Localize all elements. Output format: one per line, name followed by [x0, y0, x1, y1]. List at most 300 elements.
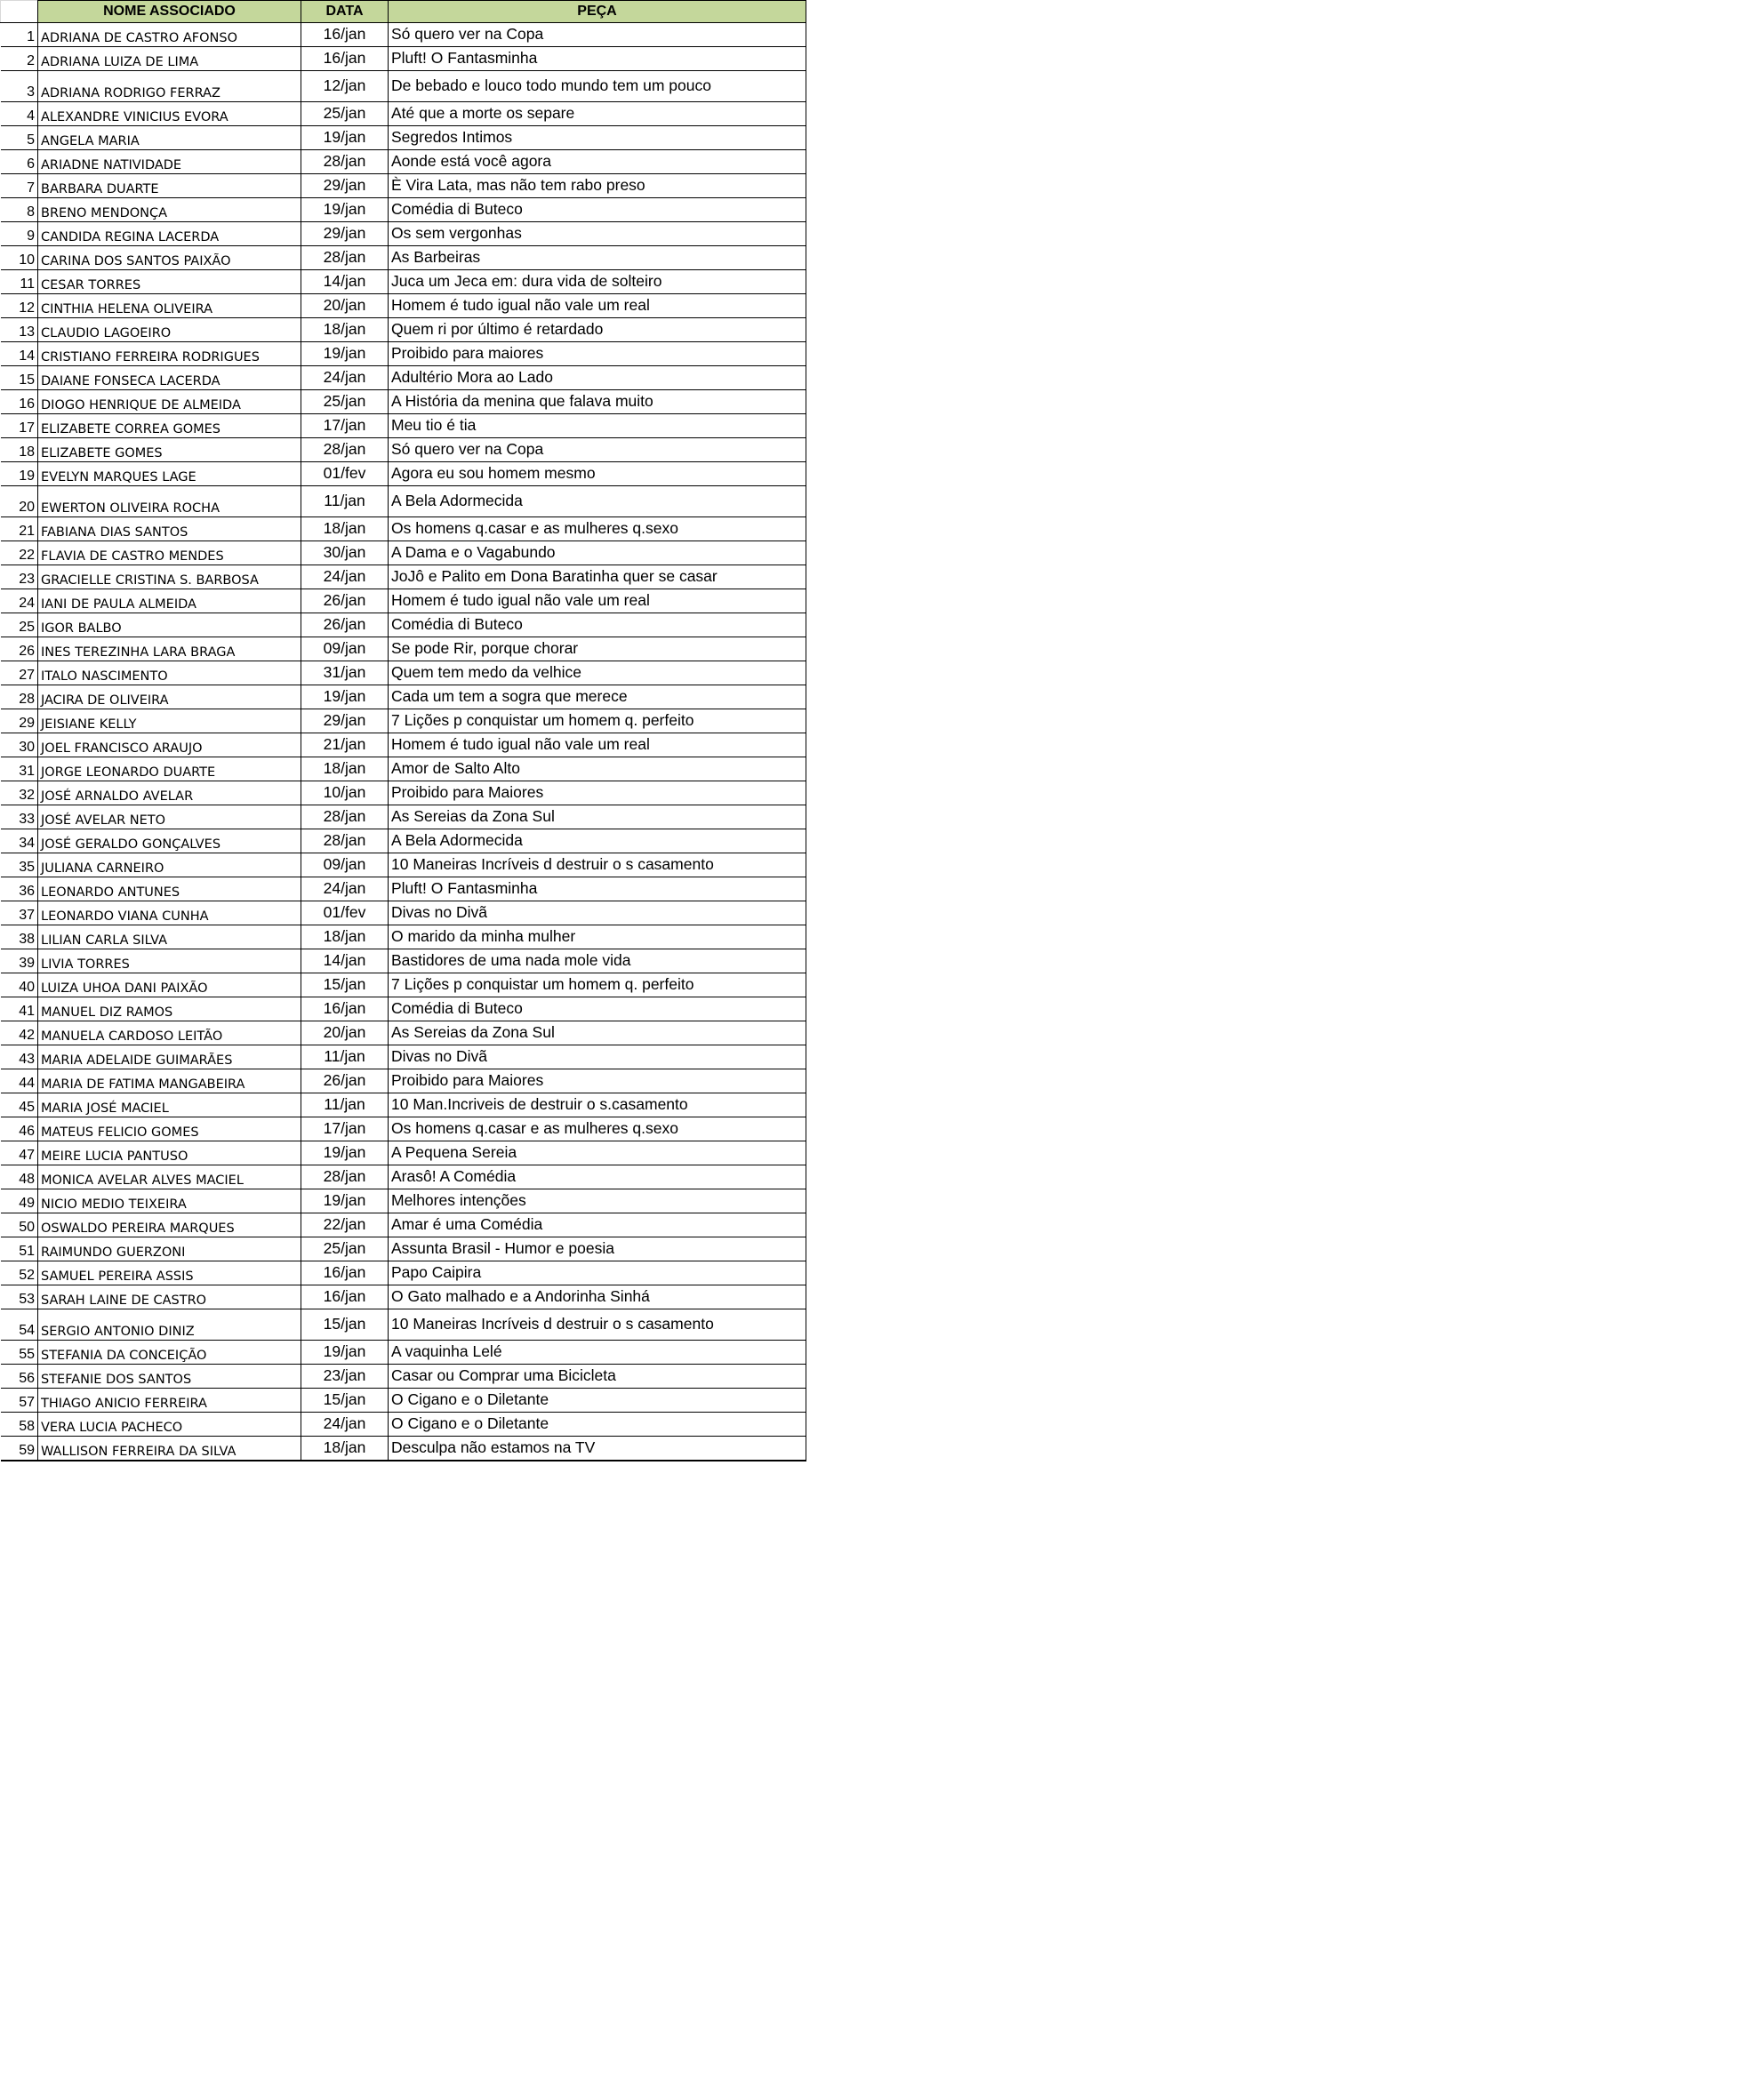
data-cell[interactable]: 11/jan	[301, 486, 389, 517]
nome-associado-cell[interactable]: MARIA ADELAIDE GUIMARÃES	[38, 1045, 301, 1069]
table-row	[1, 1237, 806, 1261]
peca-cell[interactable]: Divas no Divã	[389, 1045, 806, 1069]
data-cell[interactable]: 26/jan	[301, 589, 389, 613]
table-row	[1, 877, 806, 901]
peca-cell[interactable]: O Gato malhado e a Andorinha Sinhá	[389, 1285, 806, 1309]
nome-associado-cell[interactable]: LEONARDO VIANA CUNHA	[38, 901, 301, 925]
table-row	[1, 462, 806, 486]
data-cell[interactable]: 16/jan	[301, 23, 389, 47]
row-number-cell[interactable]: 31	[1, 757, 38, 781]
row-number-cell[interactable]: 22	[1, 541, 38, 565]
nome-associado-cell[interactable]: JOEL FRANCISCO ARAUJO	[38, 733, 301, 757]
nome-associado-cell[interactable]: THIAGO ANICIO FERREIRA	[38, 1389, 301, 1413]
table-row	[1, 390, 806, 414]
table-row	[1, 829, 806, 853]
peca-cell[interactable]: A vaquinha Lelé	[389, 1341, 806, 1365]
data-cell[interactable]: 15/jan	[301, 973, 389, 997]
table-row	[1, 541, 806, 565]
nome-associado-cell[interactable]: ELIZABETE GOMES	[38, 438, 301, 462]
nome-associado-cell[interactable]: MARIA DE FATIMA MANGABEIRA	[38, 1069, 301, 1093]
nome-associado-cell[interactable]: CANDIDA REGINA LACERDA	[38, 222, 301, 246]
row-number-cell[interactable]: 23	[1, 565, 38, 589]
row-number-cell[interactable]: 17	[1, 414, 38, 438]
table-row	[1, 1413, 806, 1437]
peca-cell[interactable]: Até que a morte os separe	[389, 102, 806, 126]
data-cell[interactable]: 16/jan	[301, 997, 389, 1021]
table-row	[1, 901, 806, 925]
table-row	[1, 23, 806, 47]
table-row	[1, 414, 806, 438]
nome-associado-cell[interactable]: JOSÉ GERALDO GONÇALVES	[38, 829, 301, 853]
nome-associado-cell[interactable]: CLAUDIO LAGOEIRO	[38, 318, 301, 342]
table-row	[1, 733, 806, 757]
row-number-cell[interactable]: 5	[1, 126, 38, 150]
peca-cell[interactable]: Os sem vergonhas	[389, 222, 806, 246]
data-cell[interactable]: 20/jan	[301, 294, 389, 318]
spreadsheet-table	[0, 0, 806, 1461]
row-number-cell[interactable]: 51	[1, 1237, 38, 1261]
peca-cell[interactable]: 10 Man.Incriveis de destruir o s.casamento	[389, 1093, 806, 1117]
nome-associado-cell[interactable]: MARIA JOSÉ MACIEL	[38, 1093, 301, 1117]
data-cell[interactable]: 29/jan	[301, 709, 389, 733]
data-cell[interactable]: 15/jan	[301, 1389, 389, 1413]
data-cell[interactable]: 24/jan	[301, 877, 389, 901]
table-row	[1, 973, 806, 997]
nome-associado-cell[interactable]: LILIAN CARLA SILVA	[38, 925, 301, 949]
row-number-cell[interactable]: 15	[1, 366, 38, 390]
data-cell[interactable]: 19/jan	[301, 1189, 389, 1213]
table-row	[1, 1021, 806, 1045]
table-row	[1, 246, 806, 270]
table-row	[1, 565, 806, 589]
peca-cell[interactable]: 10 Maneiras Incríveis d destruir o s casamento	[389, 853, 806, 877]
nome-associado-cell[interactable]: ADRIANA DE CASTRO AFONSO	[38, 23, 301, 47]
row-number-cell[interactable]: 41	[1, 997, 38, 1021]
nome-associado-cell[interactable]: MANUELA CARDOSO LEITÃO	[38, 1021, 301, 1045]
data-cell[interactable]: 28/jan	[301, 829, 389, 853]
peca-cell[interactable]: Quem tem medo da velhice	[389, 661, 806, 685]
peca-cell[interactable]: È Vira Lata, mas não tem rabo preso	[389, 174, 806, 198]
peca-cell[interactable]: As Sereias da Zona Sul	[389, 1021, 806, 1045]
table-body	[1, 23, 806, 1461]
peca-cell[interactable]: 10 Maneiras Incríveis d destruir o s casamento	[389, 1309, 806, 1341]
nome-associado-cell[interactable]: MEIRE LUCIA PANTUSO	[38, 1141, 301, 1165]
peca-cell[interactable]: Os homens q.casar e as mulheres q.sexo	[389, 517, 806, 541]
data-cell[interactable]: 17/jan	[301, 1117, 389, 1141]
peca-cell[interactable]: Proibido para maiores	[389, 342, 806, 366]
row-number-cell[interactable]: 36	[1, 877, 38, 901]
data-cell[interactable]: 10/jan	[301, 781, 389, 805]
nome-associado-cell[interactable]: CRISTIANO FERREIRA RODRIGUES	[38, 342, 301, 366]
table-row	[1, 342, 806, 366]
peca-cell[interactable]: Pluft! O Fantasminha	[389, 47, 806, 71]
table-row	[1, 294, 806, 318]
table-row	[1, 150, 806, 174]
table-row	[1, 637, 806, 661]
row-number-cell[interactable]: 55	[1, 1341, 38, 1365]
data-cell[interactable]: 23/jan	[301, 1365, 389, 1389]
nome-associado-cell[interactable]: JOSÉ ARNALDO AVELAR	[38, 781, 301, 805]
data-cell[interactable]: 01/fev	[301, 462, 389, 486]
data-cell[interactable]: 19/jan	[301, 198, 389, 222]
peca-cell[interactable]: Só quero ver na Copa	[389, 23, 806, 47]
nome-associado-cell[interactable]: WALLISON FERREIRA DA SILVA	[38, 1437, 301, 1461]
peca-cell[interactable]: Bastidores de uma nada mole vida	[389, 949, 806, 973]
row-number-cell[interactable]: 42	[1, 1021, 38, 1045]
nome-associado-cell[interactable]: FABIANA DIAS SANTOS	[38, 517, 301, 541]
data-cell[interactable]: 17/jan	[301, 414, 389, 438]
table-row	[1, 47, 806, 71]
peca-cell[interactable]: A História da menina que falava muito	[389, 390, 806, 414]
peca-cell[interactable]: A Bela Adormecida	[389, 829, 806, 853]
data-cell[interactable]: 18/jan	[301, 1437, 389, 1461]
peca-cell[interactable]: 7 Lições p conquistar um homem q. perfeito	[389, 973, 806, 997]
table-row	[1, 709, 806, 733]
row-number-cell[interactable]: 43	[1, 1045, 38, 1069]
peca-cell[interactable]: Assunta Brasil - Humor e poesia	[389, 1237, 806, 1261]
data-cell[interactable]: 16/jan	[301, 1261, 389, 1285]
table-row	[1, 757, 806, 781]
table-row	[1, 198, 806, 222]
table-row	[1, 853, 806, 877]
peca-cell[interactable]: Casar ou Comprar uma Bicicleta	[389, 1365, 806, 1389]
row-number-cell[interactable]: 24	[1, 589, 38, 613]
nome-associado-cell[interactable]: IANI DE PAULA ALMEIDA	[38, 589, 301, 613]
nome-associado-cell[interactable]: IGOR BALBO	[38, 613, 301, 637]
nome-associado-cell[interactable]: ARIADNE NATIVIDADE	[38, 150, 301, 174]
data-cell[interactable]: 26/jan	[301, 613, 389, 637]
row-number-cell[interactable]: 39	[1, 949, 38, 973]
row-number-cell[interactable]: 32	[1, 781, 38, 805]
peca-cell[interactable]: O marido da minha mulher	[389, 925, 806, 949]
header-data[interactable]: DATA	[301, 1, 389, 23]
table-row	[1, 997, 806, 1021]
nome-associado-cell[interactable]: ADRIANA RODRIGO FERRAZ	[38, 71, 301, 102]
data-cell[interactable]: 11/jan	[301, 1093, 389, 1117]
row-number-cell[interactable]: 52	[1, 1261, 38, 1285]
nome-associado-cell[interactable]: JORGE LEONARDO DUARTE	[38, 757, 301, 781]
nome-associado-cell[interactable]: ADRIANA LUIZA DE LIMA	[38, 47, 301, 71]
peca-cell[interactable]: A Bela Adormecida	[389, 486, 806, 517]
row-number-cell[interactable]: 8	[1, 198, 38, 222]
data-cell[interactable]: 14/jan	[301, 949, 389, 973]
data-cell[interactable]: 19/jan	[301, 1341, 389, 1365]
table-row	[1, 685, 806, 709]
peca-cell[interactable]: Divas no Divã	[389, 901, 806, 925]
table-row	[1, 318, 806, 342]
peca-cell[interactable]: Desculpa não estamos na TV	[389, 1437, 806, 1461]
data-cell[interactable]: 28/jan	[301, 1165, 389, 1189]
header-row-number-cell[interactable]	[1, 1, 38, 23]
row-number-cell[interactable]: 45	[1, 1093, 38, 1117]
row-number-cell[interactable]: 3	[1, 71, 38, 102]
data-cell[interactable]: 28/jan	[301, 246, 389, 270]
nome-associado-cell[interactable]: LUIZA UHOA DANI PAIXÃO	[38, 973, 301, 997]
row-number-cell[interactable]: 44	[1, 1069, 38, 1093]
data-cell[interactable]: 16/jan	[301, 1285, 389, 1309]
data-cell[interactable]: 18/jan	[301, 757, 389, 781]
nome-associado-cell[interactable]: MANUEL DIZ RAMOS	[38, 997, 301, 1021]
nome-associado-cell[interactable]: RAIMUNDO GUERZONI	[38, 1237, 301, 1261]
data-cell[interactable]: 28/jan	[301, 150, 389, 174]
nome-associado-cell[interactable]: ANGELA MARIA	[38, 126, 301, 150]
peca-cell[interactable]: Melhores intenções	[389, 1189, 806, 1213]
table-row	[1, 805, 806, 829]
data-cell[interactable]: 18/jan	[301, 925, 389, 949]
nome-associado-cell[interactable]: OSWALDO PEREIRA MARQUES	[38, 1213, 301, 1237]
data-cell[interactable]: 01/fev	[301, 901, 389, 925]
peca-cell[interactable]: O Cigano e o Diletante	[389, 1413, 806, 1437]
peca-cell[interactable]: JoJô e Palito em Dona Baratinha quer se casar	[389, 565, 806, 589]
table-row	[1, 1165, 806, 1189]
nome-associado-cell[interactable]: SAMUEL PEREIRA ASSIS	[38, 1261, 301, 1285]
row-number-cell[interactable]: 10	[1, 246, 38, 270]
nome-associado-cell[interactable]: ITALO NASCIMENTO	[38, 661, 301, 685]
nome-associado-cell[interactable]: MONICA AVELAR ALVES MACIEL	[38, 1165, 301, 1189]
peca-cell[interactable]: A Pequena Sereia	[389, 1141, 806, 1165]
nome-associado-cell[interactable]: ALEXANDRE VINICIUS EVORA	[38, 102, 301, 126]
table-row	[1, 1069, 806, 1093]
table-row	[1, 1309, 806, 1341]
row-number-cell[interactable]: 4	[1, 102, 38, 126]
nome-associado-cell[interactable]: DAIANE FONSECA LACERDA	[38, 366, 301, 390]
row-number-cell[interactable]: 50	[1, 1213, 38, 1237]
peca-cell[interactable]: 7 Lições p conquistar um homem q. perfeito	[389, 709, 806, 733]
data-cell[interactable]: 19/jan	[301, 126, 389, 150]
nome-associado-cell[interactable]: STEFANIE DOS SANTOS	[38, 1365, 301, 1389]
table-row	[1, 71, 806, 102]
peca-cell[interactable]: Homem é tudo igual não vale um real	[389, 733, 806, 757]
data-cell[interactable]: 19/jan	[301, 342, 389, 366]
data-cell[interactable]: 09/jan	[301, 853, 389, 877]
peca-cell[interactable]: Comédia di Buteco	[389, 613, 806, 637]
row-number-cell[interactable]: 19	[1, 462, 38, 486]
peca-cell[interactable]: Meu tio é tia	[389, 414, 806, 438]
data-cell[interactable]: 30/jan	[301, 541, 389, 565]
nome-associado-cell[interactable]: INES TEREZINHA LARA BRAGA	[38, 637, 301, 661]
row-number-cell[interactable]: 59	[1, 1437, 38, 1461]
row-number-cell[interactable]: 47	[1, 1141, 38, 1165]
row-number-cell[interactable]: 14	[1, 342, 38, 366]
table-row	[1, 661, 806, 685]
data-cell[interactable]: 29/jan	[301, 174, 389, 198]
data-cell[interactable]: 22/jan	[301, 1213, 389, 1237]
table-row	[1, 174, 806, 198]
data-cell[interactable]: 25/jan	[301, 102, 389, 126]
table-row	[1, 781, 806, 805]
table-row	[1, 102, 806, 126]
nome-associado-cell[interactable]: EVELYN MARQUES LAGE	[38, 462, 301, 486]
row-number-cell[interactable]: 56	[1, 1365, 38, 1389]
data-cell[interactable]: 31/jan	[301, 661, 389, 685]
peca-cell[interactable]: De bebado e louco todo mundo tem um pouco	[389, 71, 806, 102]
data-cell[interactable]: 25/jan	[301, 1237, 389, 1261]
nome-associado-cell[interactable]: LIVIA TORRES	[38, 949, 301, 973]
table-row	[1, 1189, 806, 1213]
table-row	[1, 589, 806, 613]
nome-associado-cell[interactable]: NICIO MEDIO TEIXEIRA	[38, 1189, 301, 1213]
data-cell[interactable]: 19/jan	[301, 685, 389, 709]
data-cell[interactable]: 12/jan	[301, 71, 389, 102]
peca-cell[interactable]: Se pode Rir, porque chorar	[389, 637, 806, 661]
row-number-cell[interactable]: 1	[1, 23, 38, 47]
peca-cell[interactable]: Proibido para Maiores	[389, 781, 806, 805]
row-number-cell[interactable]: 28	[1, 685, 38, 709]
data-cell[interactable]: 25/jan	[301, 390, 389, 414]
table-row	[1, 1141, 806, 1165]
peca-cell[interactable]: A Dama e o Vagabundo	[389, 541, 806, 565]
row-number-cell[interactable]: 58	[1, 1413, 38, 1437]
peca-cell[interactable]: Só quero ver na Copa	[389, 438, 806, 462]
table-row	[1, 438, 806, 462]
table-row	[1, 1045, 806, 1069]
row-number-cell[interactable]: 30	[1, 733, 38, 757]
row-number-cell[interactable]: 27	[1, 661, 38, 685]
row-number-cell[interactable]: 34	[1, 829, 38, 853]
peca-cell[interactable]: Aonde está você agora	[389, 150, 806, 174]
header-row	[1, 1, 806, 23]
data-cell[interactable]: 09/jan	[301, 637, 389, 661]
nome-associado-cell[interactable]: JULIANA CARNEIRO	[38, 853, 301, 877]
nome-associado-cell[interactable]: STEFANIA DA CONCEIÇÃO	[38, 1341, 301, 1365]
row-number-cell[interactable]: 49	[1, 1189, 38, 1213]
row-number-cell[interactable]: 9	[1, 222, 38, 246]
row-number-cell[interactable]: 48	[1, 1165, 38, 1189]
nome-associado-cell[interactable]: SARAH LAINE DE CASTRO	[38, 1285, 301, 1309]
table-row	[1, 270, 806, 294]
peca-cell[interactable]: Adultério Mora ao Lado	[389, 366, 806, 390]
row-number-cell[interactable]: 13	[1, 318, 38, 342]
table-row	[1, 222, 806, 246]
row-number-cell[interactable]: 16	[1, 390, 38, 414]
nome-associado-cell[interactable]: MATEUS FELICIO GOMES	[38, 1117, 301, 1141]
data-cell[interactable]: 28/jan	[301, 438, 389, 462]
row-number-cell[interactable]: 20	[1, 486, 38, 517]
peca-cell[interactable]: Juca um Jeca em: dura vida de solteiro	[389, 270, 806, 294]
peca-cell[interactable]: Os homens q.casar e as mulheres q.sexo	[389, 1117, 806, 1141]
data-cell[interactable]: 24/jan	[301, 565, 389, 589]
nome-associado-cell[interactable]: FLAVIA DE CASTRO MENDES	[38, 541, 301, 565]
data-cell[interactable]: 14/jan	[301, 270, 389, 294]
table-row	[1, 366, 806, 390]
table-row	[1, 949, 806, 973]
data-cell[interactable]: 18/jan	[301, 318, 389, 342]
peca-cell[interactable]: Homem é tudo igual não vale um real	[389, 589, 806, 613]
row-number-cell[interactable]: 57	[1, 1389, 38, 1413]
nome-associado-cell[interactable]: DIOGO HENRIQUE DE ALMEIDA	[38, 390, 301, 414]
nome-associado-cell[interactable]: JACIRA DE OLIVEIRA	[38, 685, 301, 709]
peca-cell[interactable]: Comédia di Buteco	[389, 198, 806, 222]
nome-associado-cell[interactable]: BRENO MENDONÇA	[38, 198, 301, 222]
data-cell[interactable]: 20/jan	[301, 1021, 389, 1045]
row-number-cell[interactable]: 54	[1, 1309, 38, 1341]
nome-associado-cell[interactable]: GRACIELLE CRISTINA S. BARBOSA	[38, 565, 301, 589]
peca-cell[interactable]: Proibido para Maiores	[389, 1069, 806, 1093]
table-row	[1, 1341, 806, 1365]
row-number-cell[interactable]: 29	[1, 709, 38, 733]
header-nome-associado[interactable]: NOME ASSOCIADO	[38, 1, 301, 23]
table-row	[1, 1213, 806, 1237]
table-row	[1, 613, 806, 637]
row-number-cell[interactable]: 37	[1, 901, 38, 925]
row-number-cell[interactable]: 46	[1, 1117, 38, 1141]
data-cell[interactable]: 26/jan	[301, 1069, 389, 1093]
table-row	[1, 1437, 806, 1461]
peca-cell[interactable]: Papo Caipira	[389, 1261, 806, 1285]
table-row	[1, 1389, 806, 1413]
nome-associado-cell[interactable]: ELIZABETE CORREA GOMES	[38, 414, 301, 438]
row-number-cell[interactable]: 33	[1, 805, 38, 829]
nome-associado-cell[interactable]: JOSÉ AVELAR NETO	[38, 805, 301, 829]
peca-cell[interactable]: As Barbeiras	[389, 246, 806, 270]
table-row	[1, 1261, 806, 1285]
row-number-cell[interactable]: 35	[1, 853, 38, 877]
table-row	[1, 1093, 806, 1117]
nome-associado-cell[interactable]: LEONARDO ANTUNES	[38, 877, 301, 901]
peca-cell[interactable]: O Cigano e o Diletante	[389, 1389, 806, 1413]
row-number-cell[interactable]: 7	[1, 174, 38, 198]
nome-associado-cell[interactable]: JEISIANE KELLY	[38, 709, 301, 733]
nome-associado-cell[interactable]: BARBARA DUARTE	[38, 174, 301, 198]
nome-associado-cell[interactable]: VERA LUCIA PACHECO	[38, 1413, 301, 1437]
peca-cell[interactable]: Amor de Salto Alto	[389, 757, 806, 781]
table-row	[1, 1117, 806, 1141]
peca-cell[interactable]: Segredos Intimos	[389, 126, 806, 150]
row-number-cell[interactable]: 26	[1, 637, 38, 661]
header-peca[interactable]: PEÇA	[389, 1, 806, 23]
data-cell[interactable]: 24/jan	[301, 1413, 389, 1437]
row-number-cell[interactable]: 6	[1, 150, 38, 174]
data-cell[interactable]: 19/jan	[301, 1141, 389, 1165]
data-cell[interactable]: 18/jan	[301, 517, 389, 541]
row-number-cell[interactable]: 25	[1, 613, 38, 637]
row-number-cell[interactable]: 18	[1, 438, 38, 462]
peca-cell[interactable]: Homem é tudo igual não vale um real	[389, 294, 806, 318]
peca-cell[interactable]: Cada um tem a sogra que merece	[389, 685, 806, 709]
peca-cell[interactable]: Amar é uma Comédia	[389, 1213, 806, 1237]
nome-associado-cell[interactable]: EWERTON OLIVEIRA ROCHA	[38, 486, 301, 517]
peca-cell[interactable]: Quem ri por último é retardado	[389, 318, 806, 342]
row-number-cell[interactable]: 11	[1, 270, 38, 294]
table-row	[1, 925, 806, 949]
row-number-cell[interactable]: 40	[1, 973, 38, 997]
peca-cell[interactable]: Pluft! O Fantasminha	[389, 877, 806, 901]
peca-cell[interactable]: Arasô! A Comédia	[389, 1165, 806, 1189]
data-cell[interactable]: 15/jan	[301, 1309, 389, 1341]
nome-associado-cell[interactable]: SERGIO ANTONIO DINIZ	[38, 1309, 301, 1341]
data-cell[interactable]: 29/jan	[301, 222, 389, 246]
row-number-cell[interactable]: 2	[1, 47, 38, 71]
data-cell[interactable]: 16/jan	[301, 47, 389, 71]
data-cell[interactable]: 21/jan	[301, 733, 389, 757]
nome-associado-cell[interactable]: CESAR TORRES	[38, 270, 301, 294]
peca-cell[interactable]: As Sereias da Zona Sul	[389, 805, 806, 829]
row-number-cell[interactable]: 12	[1, 294, 38, 318]
data-cell[interactable]: 24/jan	[301, 366, 389, 390]
table-row	[1, 1285, 806, 1309]
peca-cell[interactable]: Agora eu sou homem mesmo	[389, 462, 806, 486]
nome-associado-cell[interactable]: CINTHIA HELENA OLIVEIRA	[38, 294, 301, 318]
row-number-cell[interactable]: 38	[1, 925, 38, 949]
row-number-cell[interactable]: 53	[1, 1285, 38, 1309]
data-cell[interactable]: 28/jan	[301, 805, 389, 829]
row-number-cell[interactable]: 21	[1, 517, 38, 541]
table-row	[1, 1365, 806, 1389]
data-cell[interactable]: 11/jan	[301, 1045, 389, 1069]
peca-cell[interactable]: Comédia di Buteco	[389, 997, 806, 1021]
table-row	[1, 126, 806, 150]
nome-associado-cell[interactable]: CARINA DOS SANTOS PAIXÃO	[38, 246, 301, 270]
